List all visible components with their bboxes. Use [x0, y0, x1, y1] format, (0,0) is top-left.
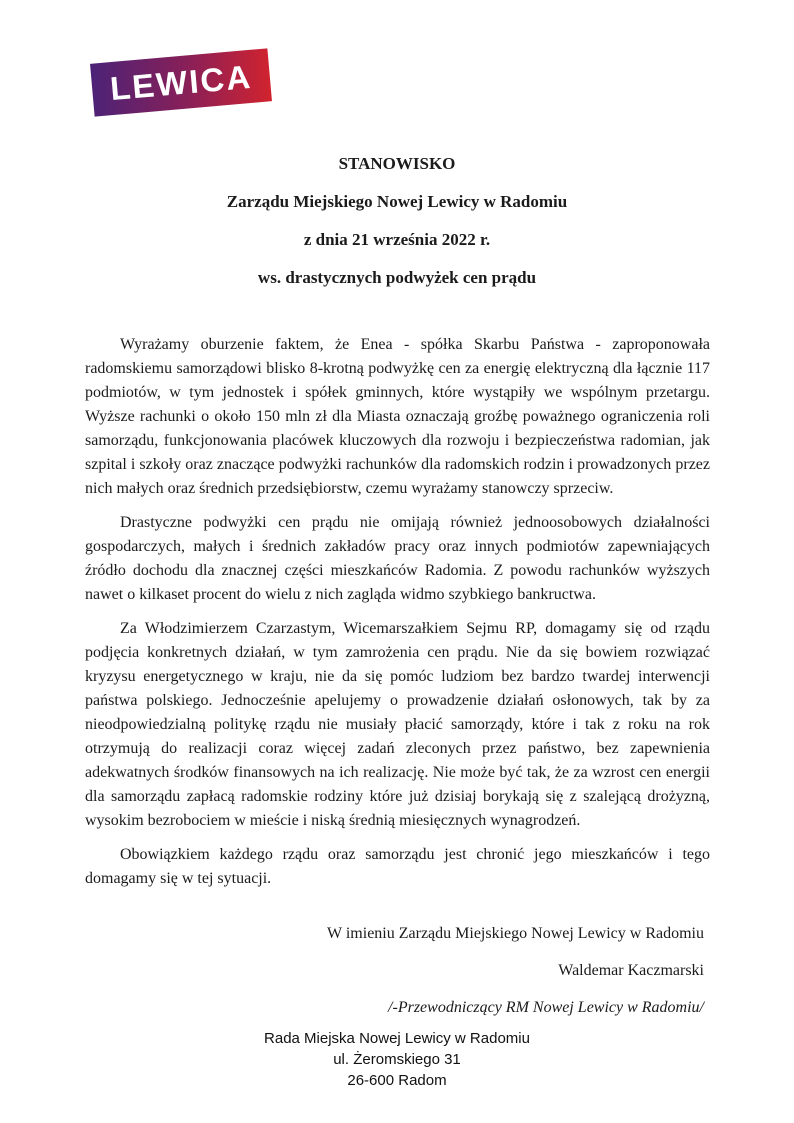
title-date: z dnia 21 września 2022 r. — [303, 230, 491, 249]
body-paragraph-4: Obowiązkiem każdego rządu oraz samorządu jest chronić jego mieszkańców i tego domagamy się w tej sytuacji. — [85, 846, 710, 887]
title-issuer: Zarządu Miejskiego Nowej Lewicy w Radomiu — [226, 192, 568, 211]
footer-city: 26-600 Radom — [347, 1072, 447, 1089]
title-subject: ws. drastycznych podwyżek cen prądu — [257, 268, 537, 287]
signature-on-behalf: W imieniu Zarządu Miejskiego Nowej Lewicy w Radomiu — [327, 925, 704, 942]
footer-street: ul. Żeromskiego 31 — [333, 1051, 461, 1068]
body-paragraph-1: Wyrażamy oburzenie faktem, że Enea - spółka Skarbu Państwa - zaproponowała radomskiemu samorządowi blisko 8-krotną podwyżkę cen za energię elektryczną dla łącznie 117 podmiotów, w tym jednostek i spółek gminnych, które wystąpiły we wspólnym przetargu. Wyższe rachunki o około 150 mln zł dla Miasta oznaczają groźbę poważnego ograniczenia roli samorządu, funkcjonowania placówek kluczowych dla rozwoju i bezpieczeństwa radomian, jak szpital i szkoły oraz znaczące podwyżki rachunków dla radomskich rodzin i prowadzonych przez nich małych oraz średnich przedsiębiorstw, czemu wyrażamy stanowczy sprzeciw. — [85, 336, 710, 497]
signature-block — [85, 915, 704, 1026]
statement-body — [85, 333, 710, 891]
footer-organization: Rada Miejska Nowej Lewicy w Radomiu — [264, 1030, 530, 1047]
body-paragraph-3: Za Włodzimierzem Czarzastym, Wicemarszałkiem Sejmu RP, domagamy się od rządu podjęcia konkretnych działań, w tym zamrożenia cen prądu. Nie da się bowiem rozwiązać kryzysu energetycznego w kraju, nie da się pomóc ludziom bez bardzo twardej interwencji państwa polskiego. Jednocześnie apelujemy o prowadzenie działań osłonowych, tak by za nieodpowiedzialną politykę rządu nie musiały płacić samorządy, które i tak z roku na rok otrzymują do realizacji coraz więcej zadań zleconych przez państwo, bez zapewnienia adekwatnych środków finansowych na ich realizację. Nie może być tak, że za wzrost cen energii dla samorządu zapłacą radomskie rodziny które już dzisiaj borykają się z szalejącą drożyzną, wysokim bezrobociem w mieście i niską średnią miesięcznych wynagrodzeń. — [85, 620, 710, 829]
lewica-logo-text: LEWICA — [108, 57, 254, 108]
footer-address — [0, 1028, 794, 1091]
title-block — [0, 0, 794, 297]
signature-name: Waldemar Kaczmarski — [558, 962, 704, 979]
body-paragraph-2: Drastyczne podwyżki cen prądu nie omijają również jednoosobowych działalności gospodarczych, małych i średnich zakładów pracy oraz innych podmiotów zapewniających źródło dochodu dla znacznej części mieszkańców Radomia. Z powodu rachunków wyższych nawet o kilkaset procent do wielu z nich zagląda widmo szybkiego bankructwa. — [85, 514, 710, 603]
signature-role: /-Przewodniczący RM Nowej Lewicy w Radomiu/ — [388, 999, 704, 1016]
document-title: STANOWISKO — [338, 154, 456, 173]
